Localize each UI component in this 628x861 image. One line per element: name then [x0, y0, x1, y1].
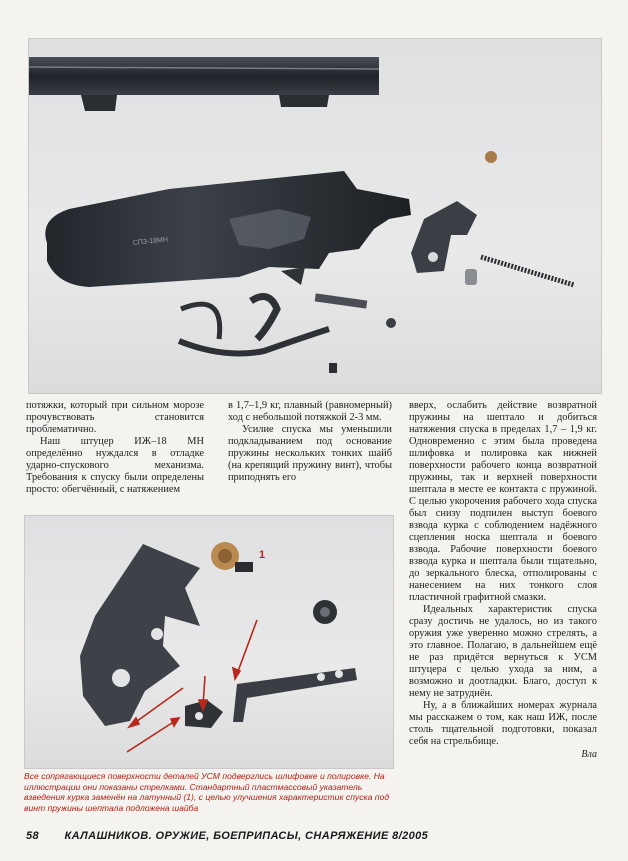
receiver: [45, 171, 411, 287]
paragraph: вверх, ослабить действие возвратной пружины на шептало и добиться натяжения спуска в пределах 1,7 – 1,9 кг. Одновременно с этим была проведена шлифовка и полировка как нижней поверхности рабочего конца возвратной пружины, так и верхней поверхности шептала в месте ее контакта с пружиной. С целью укорочения рабочего хода спуска был снизу подпилен выступ боевого взвода курка с соблюдением надёжного сцепления носка шептала и боевого взвода. Рабочие поверхности боевого взвода курка и шептала были тщательно, до зеркального блеска, отполированы с нанесением на них тонкого слоя пластичной графитной смазки.: [409, 400, 597, 603]
sear-plate: [80, 544, 200, 726]
paragraph: Усилие спуска мы уменьшили подкладыванием под основание пружины нескольких тонких шайб (на крепящий пружину винт), чтобы приподнять его: [228, 424, 392, 483]
page-number: 58: [26, 830, 40, 842]
author-signature: Вла: [581, 749, 597, 760]
text-column-2: [228, 400, 392, 484]
trigger-lever: [185, 668, 357, 728]
screw-washer: [313, 600, 337, 624]
paragraph: в 1,7–1,9 кг, плавный (равномерный) ход с небольшой потяжкой 2-3 мм.: [228, 400, 392, 423]
text-column-3: [409, 400, 597, 761]
photo-caption: Все сопрягающиеся поверхности деталей УСМ подверглись шлифовке и полировке. На иллюстрации они показаны стрелками. Стандартный пластмассовый указатель взведения курка заменён на латунный (1), с целью улучшения характеристик спуска под винт пружины шептала подложена шайба: [24, 771, 390, 813]
paragraph: потяжки, который при сильном морозе прочувствовать становится проблематично.: [26, 400, 204, 435]
paragraph: Идеальных характеристик спуска сразу достичь не удалось, но из такого оружия уже уверенно можно стрелять, а это главное. Полагаю, в дальнейшем ещё не раз придётся вернуться к УСМ штуцера с целью ухода за ним, а возможно и доотладки. Благо, доступ к нему не затруднён.: [409, 604, 597, 699]
marker-number: 1: [259, 549, 266, 561]
text-column-1: [26, 400, 204, 496]
barrel: [29, 57, 379, 111]
receiver-engraving: СПЗ-18МН: [132, 236, 169, 247]
page-footer: [26, 830, 586, 842]
brass-indicator: [211, 542, 253, 572]
paragraph: Наш штуцер ИЖ–18 МН определённо нуждался в отладке ударно-спускового механизма. Требования к спуску были определены просто: обегчённый, с натяжением: [26, 436, 204, 495]
paragraph: Ну, а в ближайших номерах журнала мы расскажем о том, как наш ИЖ, после столь тщательной подготовки, показал себя на стрельбище.: [409, 700, 597, 747]
photo-polished-parts: [24, 515, 394, 769]
photo-trigger-mechanism-parts: [28, 38, 602, 394]
magazine-title: КАЛАШНИКОВ. ОРУЖИЕ, БОЕПРИПАСЫ, СНАРЯЖЕНИЕ 8/2005: [64, 830, 429, 842]
